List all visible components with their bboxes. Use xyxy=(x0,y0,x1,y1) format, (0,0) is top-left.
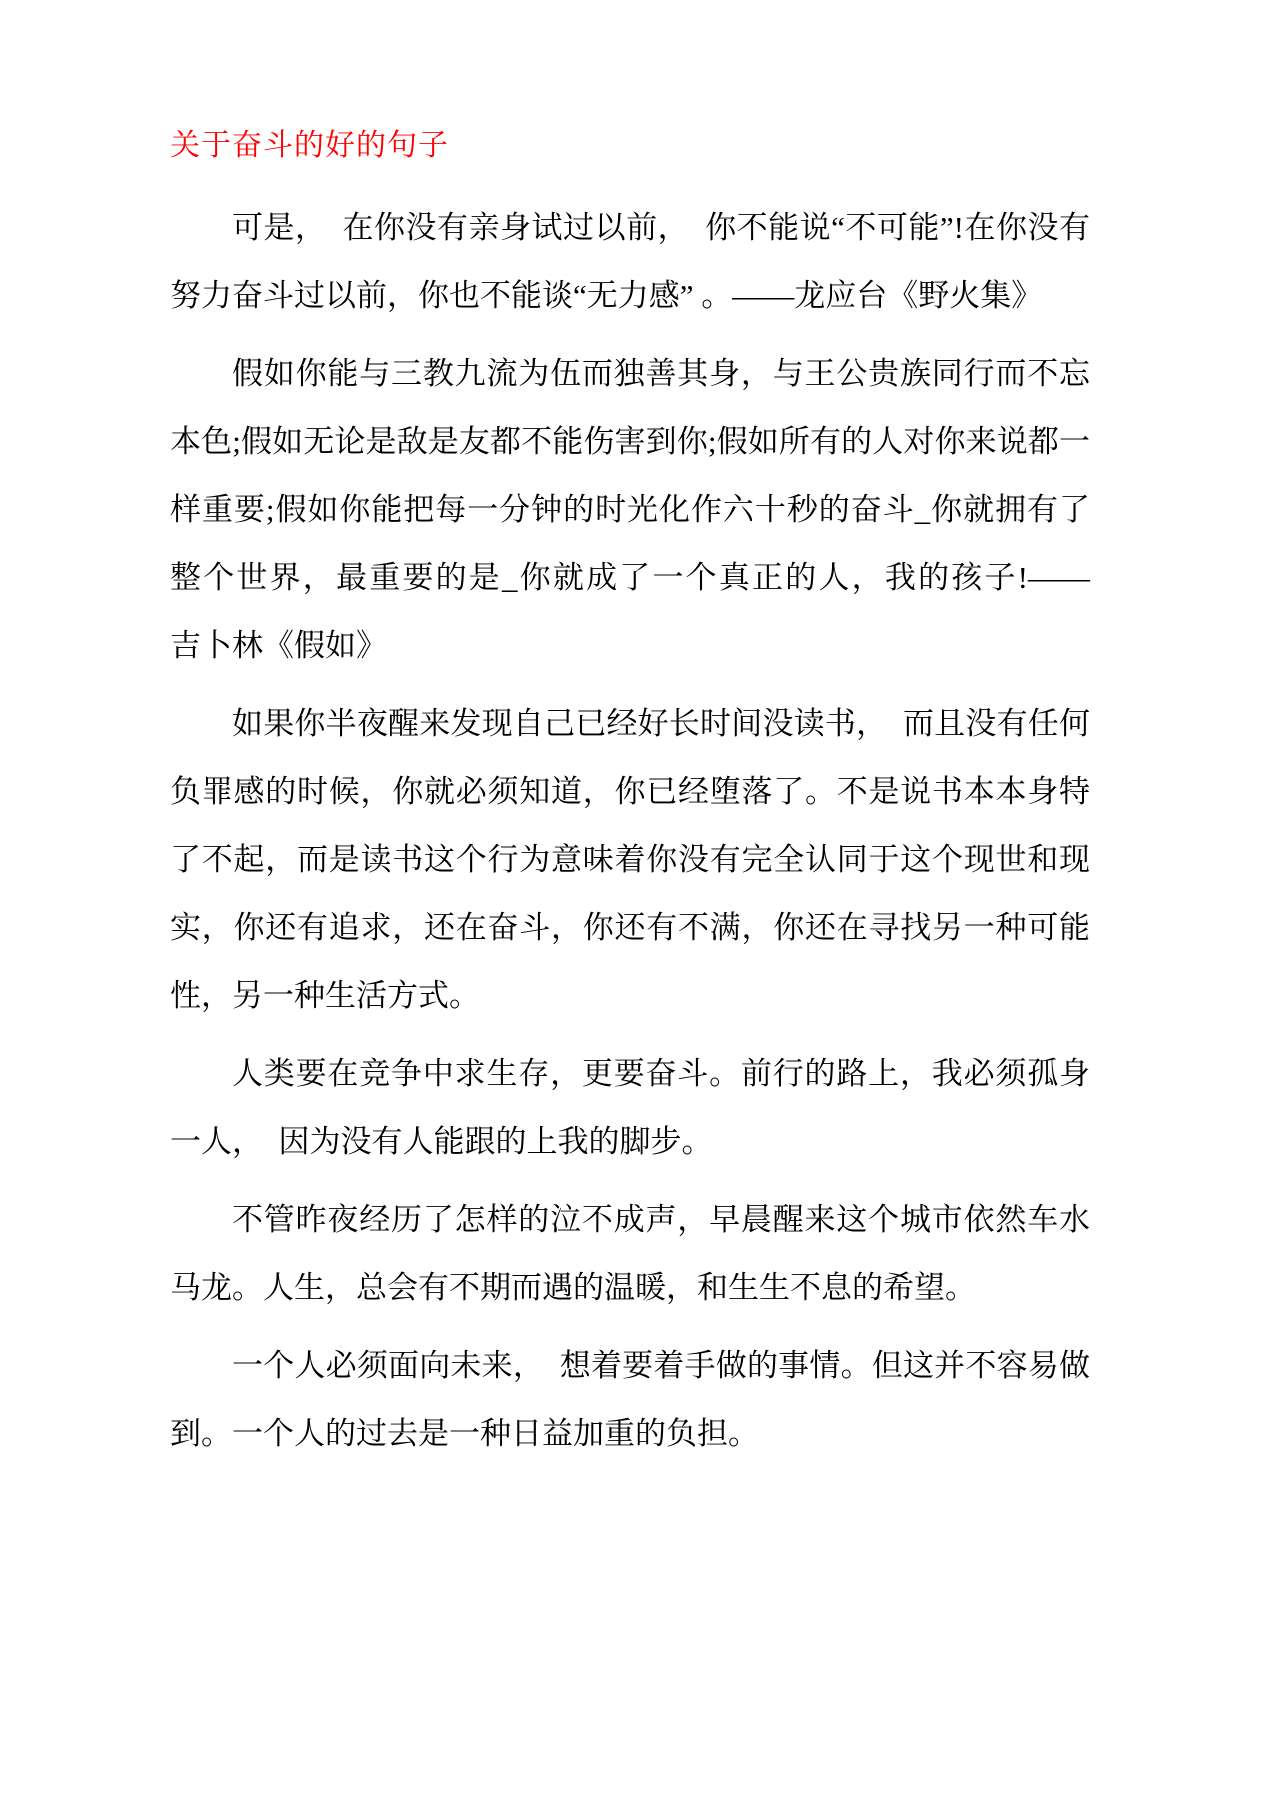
paragraph: 不管昨夜经历了怎样的泣不成声，早晨醒来这个城市依然车水马龙。人生，总会有不期而遇的温暖，和生生不息的希望。 xyxy=(170,1202,1090,1305)
paragraph: 如果你半夜醒来发现自己已经好长时间没读书， 而且没有任何负罪感的时候，你就必须知道，你已经堕落了。不是说书本本身特了不起，而是读书这个行为意味着你没有完全认同于这个现世和现实，你还有追求，还在奋斗，你还有不满，你还在寻找另一种可能性，另一种生活方式。 xyxy=(170,706,1090,1013)
paragraph: 一个人必须面向未来， 想着要着手做的事情。但这并不容易做到。一个人的过去是一种日益加重的负担。 xyxy=(170,1348,1090,1451)
paragraph: 可是， 在你没有亲身试过以前， 你不能说“不可能”!在你没有努力奋斗过以前，你也不能谈“无力感” 。——龙应台《野火集》 xyxy=(170,210,1090,313)
paragraph: 假如你能与三教九流为伍而独善其身，与王公贵族同行而不忘本色;假如无论是敌是友都不能伤害到你;假如所有的人对你来说都一样重要;假如你能把每一分钟的时光化作六十秒的奋斗_你就拥有了整个世界，最重要的是_你就成了一个真正的人，我的孩子!—— 吉卜林《假如》 xyxy=(170,356,1121,663)
paragraph: 人类要在竞争中求生存，更要奋斗。前行的路上，我必须孤身一人， 因为没有人能跟的上我的脚步。 xyxy=(170,1056,1090,1159)
page-title: 关于奋斗的好的句子 xyxy=(170,129,449,162)
document-body xyxy=(170,194,1121,1468)
